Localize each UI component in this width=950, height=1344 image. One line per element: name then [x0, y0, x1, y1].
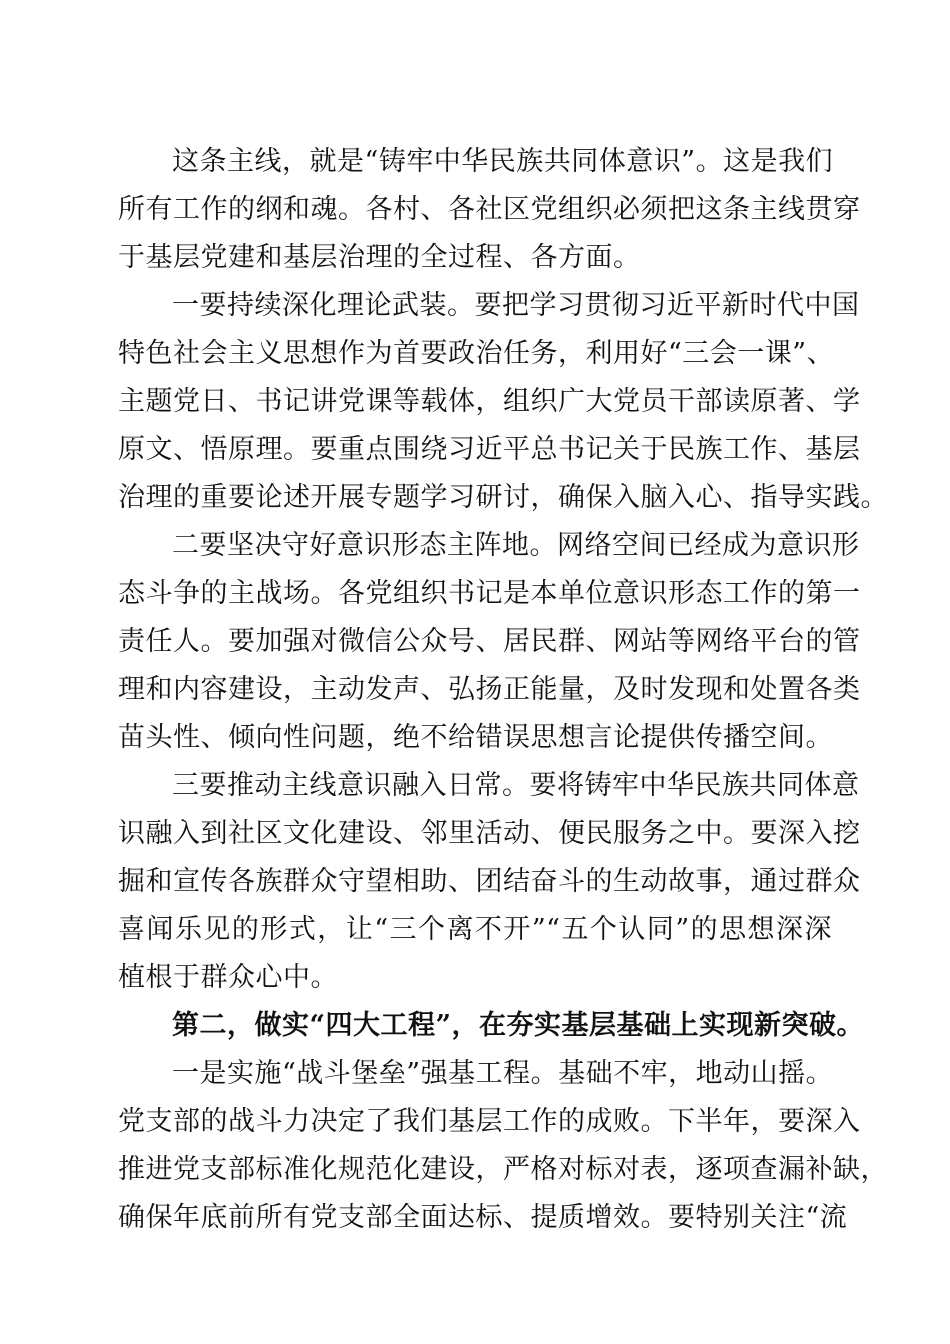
text-line: 三要推动主线意识融入日常。要将铸牢中华民族共同体意 [172, 770, 860, 801]
text-line: 态斗争的主战场。各党组织书记是本单位意识形态工作的第一 [118, 578, 861, 609]
text-line: 喜闻乐见的形式，让“三个离不开”“五个认同”的思想深深 [118, 914, 832, 945]
text-line: 掘和宣传各族群众守望相助、团结奋斗的生动故事，通过群众 [118, 866, 861, 897]
text-line: 苗头性、倾向性问题，绝不给错误思想言论提供传播空间。 [118, 722, 833, 753]
text-line: 责任人。要加强对微信公众号、居民群、网站等网络平台的管 [118, 626, 861, 657]
heading-line: 第二，做实“四大工程”，在夯实基层基础上实现新突破。 [172, 1010, 865, 1041]
document-page [118, 138, 888, 1242]
paragraph [118, 762, 861, 1002]
paragraph [118, 1050, 888, 1242]
text-line: 于基层党建和基层治理的全过程、各方面。 [118, 242, 641, 273]
text-line: 一要持续深化理论武装。要把学习贯彻习近平新时代中国 [172, 290, 860, 321]
text-line: 推进党支部标准化规范化建设，严格对标对表，逐项查漏补缺， [118, 1154, 888, 1185]
text-line: 二要坚决守好意识形态主阵地。网络空间已经成为意识形 [172, 530, 860, 561]
paragraph [118, 282, 888, 522]
text-line: 党支部的战斗力决定了我们基层工作的成败。下半年，要深入 [118, 1106, 861, 1137]
text-line: 特色社会主义思想作为首要政治任务，利用好“三会一课”、 [118, 338, 835, 369]
text-line: 治理的重要论述开展专题学习研讨，确保入脑入心、指导实践。 [118, 482, 888, 513]
paragraph [118, 138, 861, 282]
text-line: 识融入到社区文化建设、邻里活动、便民服务之中。要深入挖 [118, 818, 861, 849]
text-line: 一是实施“战斗堡垒”强基工程。基础不牢，地动山摇。 [172, 1058, 834, 1089]
text-line: 原文、悟原理。要重点围绕习近平总书记关于民族工作、基层 [118, 434, 861, 465]
text-line: 理和内容建设，主动发声、弘扬正能量，及时发现和处置各类 [118, 674, 861, 705]
section-heading [118, 1002, 865, 1050]
text-line: 植根于群众心中。 [118, 962, 338, 993]
text-line: 确保年底前所有党支部全面达标、提质增效。要特别关注“流 [118, 1202, 848, 1233]
paragraph [118, 522, 861, 762]
text-line: 这条主线，就是“铸牢中华民族共同体意识”。这是我们 [172, 146, 834, 177]
text-line: 所有工作的纲和魂。各村、各社区党组织必须把这条主线贯穿 [118, 194, 861, 225]
text-line: 主题党日、书记讲党课等载体，组织广大党员干部读原著、学 [118, 386, 861, 417]
